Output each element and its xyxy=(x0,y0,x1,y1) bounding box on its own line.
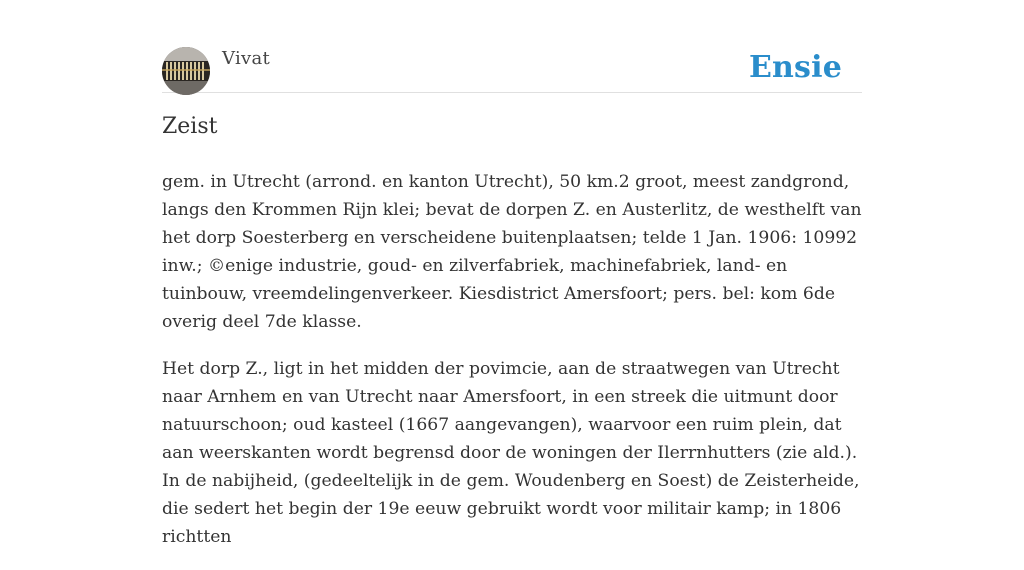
article-paragraph: gem. in Utrecht (arrond. en kanton Utrecht), 50 km.2 groot, meest zandgrond, langs den Krommen Rijn klei; bevat de dorpen Z. en Austerlitz, de westhelft van het dorp Soesterberg en verscheidene buitenplaatsen; telde 1 Jan. 1906: 10992 inw.; ©enige industrie, goud- en zilverfabriek, machinefabriek, land- en tuinbouw, vreemdelingenverkeer. Kiesdistrict Amersfoort; pers. bel: kom 6de overig deel 7de klasse. xyxy=(162,172,862,332)
article-paragraph: Het dorp Z., ligt in het midden der povimcie, aan de straatwegen van Utrecht naar Arnhem en van Utrecht naar Amersfoort, in een streek die uitmunt door natuurschoon; oud kasteel (1667 aangevangen), waarvoor een ruim plein, dat aan weerskanten wordt begrensd door de woningen der Ilerrnhutters (zie ald.). In de nabijheid, (gedeeltelijk in de gem. Woudenberg en Soest) de Zeisterheide, die sedert het begin der 19e eeuw gebruikt wordt voor militair kamp; in 1806 richtten xyxy=(162,359,860,547)
source-avatar[interactable] xyxy=(162,47,210,95)
book-spines-icon xyxy=(162,47,210,95)
article-body xyxy=(162,168,866,570)
brand-logo[interactable]: Ensie xyxy=(748,50,842,85)
site-header xyxy=(162,46,862,93)
source-name[interactable]: Vivat xyxy=(222,48,271,69)
page-title: Zeist xyxy=(162,114,218,139)
